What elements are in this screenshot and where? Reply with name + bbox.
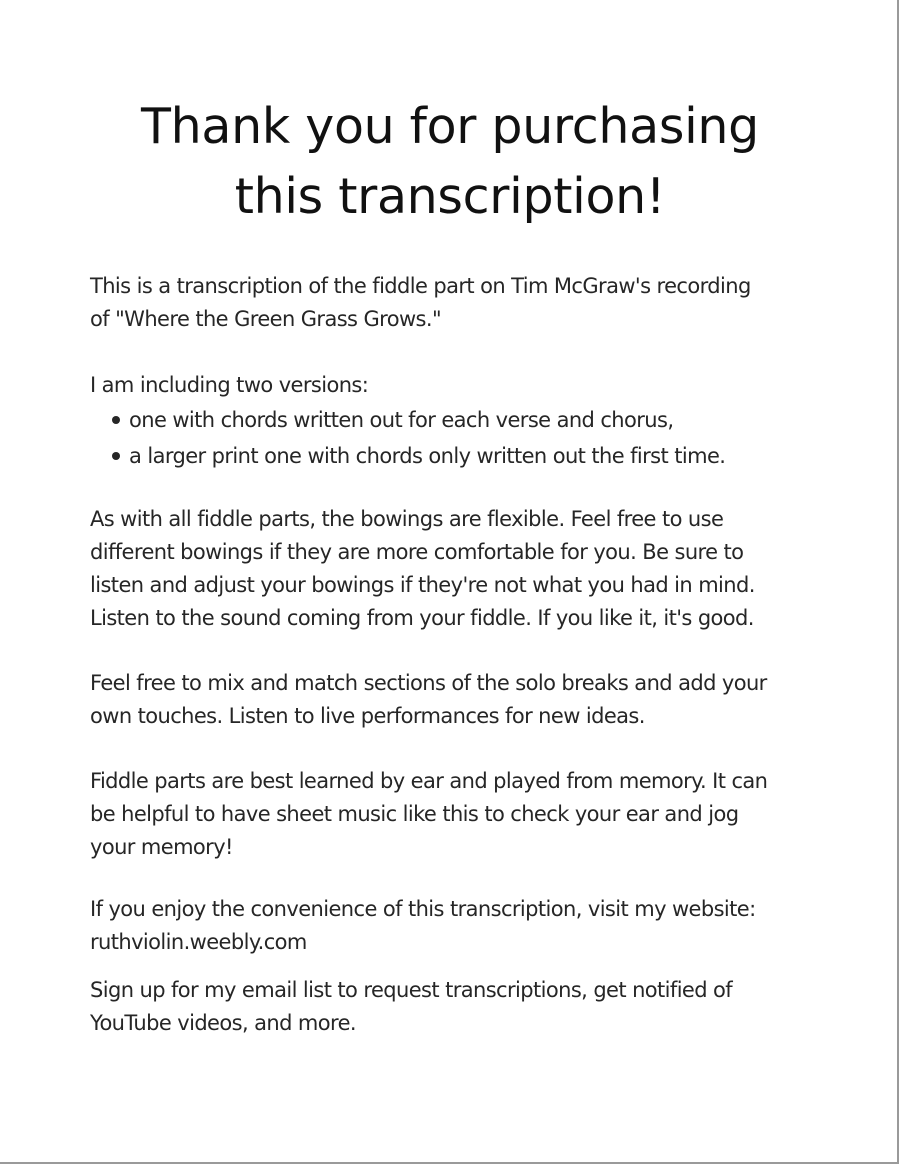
website-line-1: If you enjoy the convenience of this transcription, visit my website: <box>90 897 756 921</box>
document-body <box>90 270 830 1040</box>
bowings-line-2: different bowings if they are more comfortable for you. Be sure to <box>90 540 744 564</box>
mix-line-1: Feel free to mix and match sections of the solo breaks and add your <box>90 671 767 695</box>
list-item <box>112 438 830 474</box>
website-url: ruthviolin.weebly.com <box>90 930 307 954</box>
mix-line-2: own touches. Listen to live performances for new ideas. <box>90 704 645 728</box>
intro-line-2: of "Where the Green Grass Grows." <box>90 307 442 331</box>
intro-line-1: This is a transcription of the fiddle part on Tim McGraw's recording <box>90 274 751 298</box>
title-line-2: this transcription! <box>234 168 666 225</box>
signup-paragraph <box>90 974 830 1040</box>
page-title <box>60 92 840 232</box>
bullet-icon <box>112 416 120 424</box>
bullet-icon <box>112 452 120 460</box>
version-text-2: a larger print one with chords only written out the first time. <box>129 444 726 468</box>
versions-heading: I am including two versions: <box>90 373 369 397</box>
ear-paragraph <box>90 765 830 864</box>
ear-line-1: Fiddle parts are best learned by ear and played from memory. It can <box>90 769 768 793</box>
versions-list <box>90 402 830 474</box>
mix-paragraph <box>90 667 830 733</box>
bowings-line-1: As with all fiddle parts, the bowings are flexible. Feel free to use <box>90 507 724 531</box>
list-item <box>112 402 830 438</box>
bowings-line-3: listen and adjust your bowings if they're not what you had in mind. <box>90 573 755 597</box>
bowings-line-4: Listen to the sound coming from your fiddle. If you like it, it's good. <box>90 606 754 630</box>
bowings-paragraph <box>90 503 830 635</box>
intro-paragraph <box>90 270 830 336</box>
ear-line-3: your memory! <box>90 835 233 859</box>
title-line-1: Thank you for purchasing <box>141 98 759 155</box>
website-paragraph <box>90 893 830 959</box>
ear-line-2: be helpful to have sheet music like this to check your ear and jog <box>90 802 739 826</box>
signup-line-1: Sign up for my email list to request transcriptions, get notified of <box>90 978 733 1002</box>
signup-line-2: YouTube videos, and more. <box>90 1011 356 1035</box>
version-text-1: one with chords written out for each verse and chorus, <box>129 408 674 432</box>
